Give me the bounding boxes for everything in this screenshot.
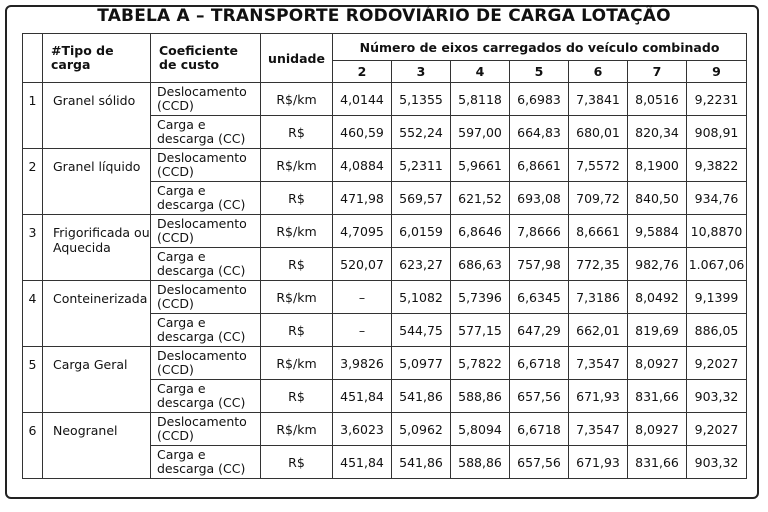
row-index: 4 [23, 281, 43, 347]
value-cell: 686,63 [451, 248, 510, 281]
coef-label-line1: Deslocamento [157, 216, 247, 231]
coef-label-line2: descarga (CC) [157, 263, 246, 278]
value-cell: 621,52 [451, 182, 510, 215]
value-cell: 6,6718 [510, 347, 569, 380]
unit-cell: R$ [261, 116, 333, 149]
unit-cell: R$ [261, 314, 333, 347]
value-cell: 520,07 [333, 248, 392, 281]
coef-label-ccd [151, 347, 261, 380]
cargo-type [43, 281, 151, 347]
tipo-header-line1: #Tipo de [51, 43, 114, 58]
eixos-header: Número de eixos carregados do veículo combinado [333, 34, 747, 61]
coef-label-line1: Carga e [157, 249, 206, 264]
value-cell: 544,75 [392, 314, 451, 347]
value-cell: 6,6983 [510, 83, 569, 116]
coef-label-line1: Carga e [157, 315, 206, 330]
value-cell: 1.067,06 [687, 248, 747, 281]
unit-cell: R$ [261, 380, 333, 413]
value-cell: 9,2231 [687, 83, 747, 116]
cargo-type-line1: Carga Geral [53, 357, 128, 372]
unidade-header: unidade [261, 34, 333, 83]
coef-label-cc [151, 314, 261, 347]
value-cell: 982,76 [628, 248, 687, 281]
value-cell: 6,6718 [510, 413, 569, 446]
axle-header-7: 7 [628, 61, 687, 83]
value-cell: 7,3186 [569, 281, 628, 314]
table-row [23, 413, 747, 446]
value-cell: 8,6661 [569, 215, 628, 248]
tipo-header-line2: carga [51, 57, 91, 72]
cargo-type [43, 149, 151, 215]
value-cell: 5,8118 [451, 83, 510, 116]
value-cell: 8,0927 [628, 413, 687, 446]
coef-label-cc [151, 248, 261, 281]
value-cell: 3,6023 [333, 413, 392, 446]
coef-header [151, 34, 261, 83]
value-cell: 903,32 [687, 446, 747, 479]
cargo-type [43, 413, 151, 479]
table-row [23, 215, 747, 248]
value-cell: 819,69 [628, 314, 687, 347]
cargo-type-line1: Neogranel [53, 423, 118, 438]
coef-label-line1: Carga e [157, 117, 206, 132]
coef-label-ccd [151, 83, 261, 116]
unit-cell: R$ [261, 182, 333, 215]
coef-header-line1: Coeficiente [159, 43, 239, 58]
value-cell: 903,32 [687, 380, 747, 413]
value-cell: 657,56 [510, 446, 569, 479]
value-cell: 5,7822 [451, 347, 510, 380]
unit-cell: R$/km [261, 281, 333, 314]
value-cell: 6,6345 [510, 281, 569, 314]
coef-label-line2: (CCD) [157, 230, 194, 245]
coef-label-line1: Carga e [157, 183, 206, 198]
coef-label-ccd [151, 413, 261, 446]
value-cell: 657,56 [510, 380, 569, 413]
value-cell: 5,1355 [392, 83, 451, 116]
value-cell: 680,01 [569, 116, 628, 149]
value-cell: 934,76 [687, 182, 747, 215]
value-cell: 6,8661 [510, 149, 569, 182]
axle-header-9: 9 [687, 61, 747, 83]
value-cell: 9,1399 [687, 281, 747, 314]
value-cell: 908,91 [687, 116, 747, 149]
value-cell: – [333, 314, 392, 347]
axle-header-6: 6 [569, 61, 628, 83]
coef-label-line1: Carga e [157, 381, 206, 396]
unit-cell: R$/km [261, 215, 333, 248]
cargo-type-line1: Granel sólido [53, 93, 136, 108]
value-cell: 3,9826 [333, 347, 392, 380]
table-row [23, 347, 747, 380]
value-cell: 7,8666 [510, 215, 569, 248]
value-cell: 597,00 [451, 116, 510, 149]
page-title: TABELA A – TRANSPORTE RODOVIÁRIO DE CARGA LOTAÇÃO [97, 6, 671, 26]
value-cell: 8,0492 [628, 281, 687, 314]
value-cell: 671,93 [569, 446, 628, 479]
coef-label-line1: Deslocamento [157, 282, 247, 297]
value-cell: 569,57 [392, 182, 451, 215]
value-cell: 5,9661 [451, 149, 510, 182]
value-cell: 6,0159 [392, 215, 451, 248]
value-cell: 8,1900 [628, 149, 687, 182]
freight-table [22, 33, 747, 479]
value-cell: 5,1082 [392, 281, 451, 314]
coef-label-ccd [151, 215, 261, 248]
unit-cell: R$/km [261, 149, 333, 182]
value-cell: 647,29 [510, 314, 569, 347]
value-cell: 9,2027 [687, 347, 747, 380]
coef-label-line2: descarga (CC) [157, 329, 246, 344]
cargo-type [43, 83, 151, 149]
value-cell: 5,8094 [451, 413, 510, 446]
coef-label-ccd [151, 281, 261, 314]
value-cell: 541,86 [392, 380, 451, 413]
coef-label-line1: Carga e [157, 447, 206, 462]
value-cell: 7,3547 [569, 347, 628, 380]
unit-cell: R$ [261, 248, 333, 281]
row-index: 5 [23, 347, 43, 413]
coef-label-line2: descarga (CC) [157, 197, 246, 212]
value-cell: 4,0884 [333, 149, 392, 182]
value-cell: 588,86 [451, 380, 510, 413]
value-cell: 757,98 [510, 248, 569, 281]
unit-cell: R$/km [261, 83, 333, 116]
row-index: 2 [23, 149, 43, 215]
unit-cell: R$/km [261, 347, 333, 380]
coef-label-line1: Deslocamento [157, 348, 247, 363]
coef-label-line2: (CCD) [157, 98, 194, 113]
value-cell: 552,24 [392, 116, 451, 149]
cargo-type-line1: Granel líquido [53, 159, 141, 174]
coef-header-line2: de custo [159, 57, 220, 72]
value-cell: 7,3547 [569, 413, 628, 446]
value-cell: 9,2027 [687, 413, 747, 446]
row-index: 3 [23, 215, 43, 281]
value-cell: 451,84 [333, 380, 392, 413]
value-cell: 820,34 [628, 116, 687, 149]
row-index: 6 [23, 413, 43, 479]
value-cell: 577,15 [451, 314, 510, 347]
coef-label-line1: Deslocamento [157, 84, 247, 99]
value-cell: 10,8870 [687, 215, 747, 248]
unit-cell: R$/km [261, 413, 333, 446]
value-cell: 451,84 [333, 446, 392, 479]
index-header [23, 34, 43, 83]
unit-cell: R$ [261, 446, 333, 479]
coef-label-line2: (CCD) [157, 428, 194, 443]
table-row [23, 281, 747, 314]
cargo-type-line1: Conteinerizada [53, 291, 148, 306]
coef-label-line2: (CCD) [157, 164, 194, 179]
value-cell: 709,72 [569, 182, 628, 215]
coef-label-line1: Deslocamento [157, 150, 247, 165]
cargo-type [43, 215, 151, 281]
coef-label-ccd [151, 149, 261, 182]
tipo-header [43, 34, 151, 83]
value-cell: 664,83 [510, 116, 569, 149]
cargo-type-line2: Aquecida [53, 240, 111, 255]
axle-header-4: 4 [451, 61, 510, 83]
value-cell: 7,3841 [569, 83, 628, 116]
value-cell: – [333, 281, 392, 314]
value-cell: 772,35 [569, 248, 628, 281]
axle-header-2: 2 [333, 61, 392, 83]
value-cell: 6,8646 [451, 215, 510, 248]
coef-label-cc [151, 182, 261, 215]
value-cell: 831,66 [628, 446, 687, 479]
coef-label-cc [151, 380, 261, 413]
value-cell: 588,86 [451, 446, 510, 479]
cargo-type-line1: Frigorificada ou [53, 225, 150, 240]
cargo-type [43, 347, 151, 413]
value-cell: 623,27 [392, 248, 451, 281]
coef-label-line2: descarga (CC) [157, 461, 246, 476]
coef-label-line1: Deslocamento [157, 414, 247, 429]
value-cell: 831,66 [628, 380, 687, 413]
value-cell: 8,0927 [628, 347, 687, 380]
axle-header-3: 3 [392, 61, 451, 83]
value-cell: 460,59 [333, 116, 392, 149]
coef-label-line2: descarga (CC) [157, 131, 246, 146]
row-index: 1 [23, 83, 43, 149]
value-cell: 9,5884 [628, 215, 687, 248]
value-cell: 693,08 [510, 182, 569, 215]
table-row [23, 149, 747, 182]
value-cell: 471,98 [333, 182, 392, 215]
coef-label-line2: (CCD) [157, 296, 194, 311]
value-cell: 541,86 [392, 446, 451, 479]
value-cell: 671,93 [569, 380, 628, 413]
coef-label-cc [151, 446, 261, 479]
value-cell: 886,05 [687, 314, 747, 347]
value-cell: 4,7095 [333, 215, 392, 248]
axle-header-5: 5 [510, 61, 569, 83]
coef-label-cc [151, 116, 261, 149]
coef-label-line2: (CCD) [157, 362, 194, 377]
value-cell: 4,0144 [333, 83, 392, 116]
value-cell: 5,0977 [392, 347, 451, 380]
value-cell: 5,2311 [392, 149, 451, 182]
value-cell: 5,7396 [451, 281, 510, 314]
value-cell: 5,0962 [392, 413, 451, 446]
value-cell: 7,5572 [569, 149, 628, 182]
coef-label-line2: descarga (CC) [157, 395, 246, 410]
value-cell: 9,3822 [687, 149, 747, 182]
value-cell: 662,01 [569, 314, 628, 347]
value-cell: 8,0516 [628, 83, 687, 116]
table-row [23, 83, 747, 116]
value-cell: 840,50 [628, 182, 687, 215]
